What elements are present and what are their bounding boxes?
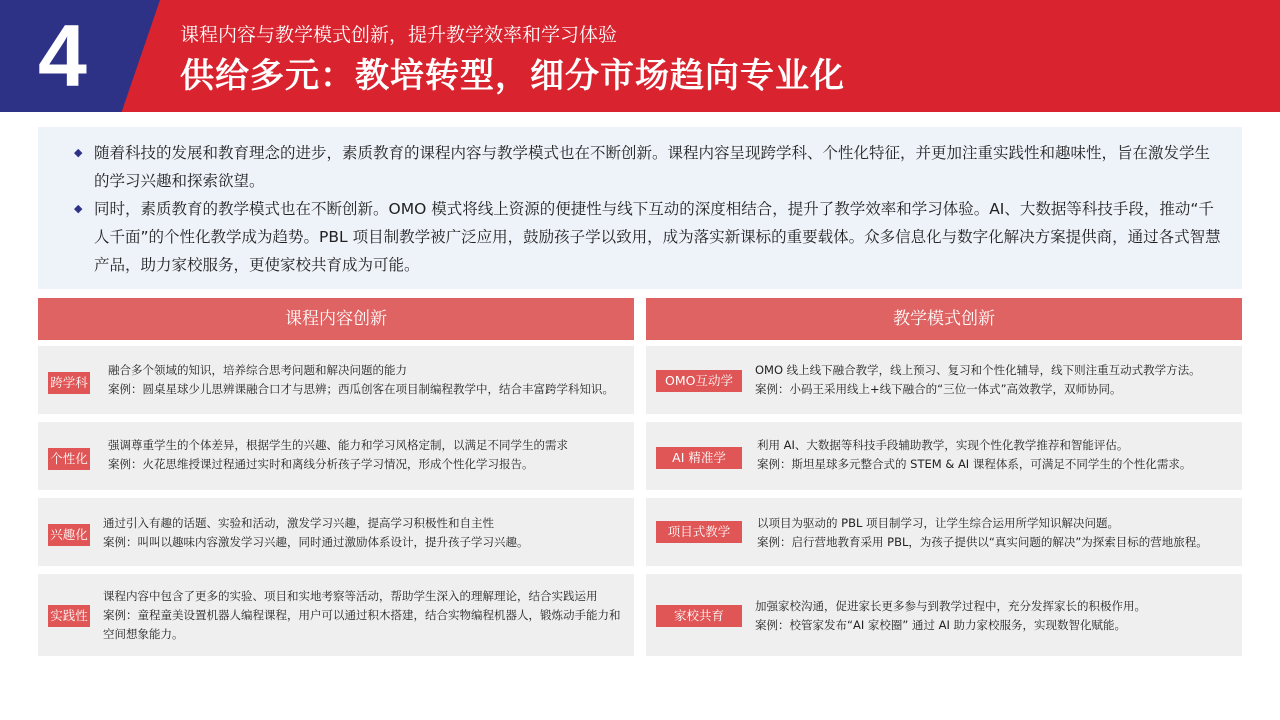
feature-text: [757, 514, 1208, 552]
feature-text: [757, 436, 1191, 474]
feature-text: [108, 361, 614, 399]
teaching-mode-column: [646, 298, 1242, 632]
feature-description: 加强家校沟通，促进家长更多参与到教学过程中，充分发挥家长的积极作用。: [755, 599, 1146, 613]
diamond-bullet-icon: ◆: [74, 202, 83, 215]
feature-case: 案例：斯坦星球多元整合式的 STEM & AI 课程体系，可满足不同学生的个性化需求。: [757, 457, 1192, 471]
feature-description: OMO 线上线下融合教学，线上预习、复习和个性化辅导，线下则注重互动式教学方法。: [755, 363, 1201, 377]
intro-panel: [38, 127, 1242, 289]
feature-description: 利用 AI、大数据等科技手段辅助教学，实现个性化教学推荐和智能评估。: [757, 438, 1129, 452]
feature-tag: 实践性: [48, 605, 90, 627]
intro-bullet-text: 同时，素质教育的教学模式也在不断创新。OMO 模式将线上资源的便捷性与线下互动的深度相结合，提升了教学效率和学习体验。AI、大数据等科技手段，推动“千人千面”的个性化教学成为趋势。PBL 项目制教学被广泛应用，鼓励孩子学以致用，成为落实新课标的重要载体。众多信息化与数字化解决方案提供商，通过各式智慧产品，助力家校服务，更使家校共育成为可能。: [94, 200, 1221, 274]
feature-description: 通过引入有趣的话题、实验和活动，激发学习兴趣，提高学习积极性和自主性: [103, 516, 494, 530]
feature-tag: OMO互动学: [656, 370, 742, 392]
intro-bullet: [74, 195, 1222, 279]
feature-tag: AI 精准学: [656, 447, 742, 469]
feature-case: 案例：童程童美设置机器人编程课程，用户可以通过积木搭建，结合实物编程机器人，锻炼动手能力和空间想象能力。: [103, 608, 621, 641]
feature-case: 案例：火花思维授课过程通过实时和离线分析孩子学习情况，形成个性化学习报告。: [108, 457, 534, 471]
diamond-bullet-icon: ◆: [74, 146, 83, 159]
feature-case: 案例：校管家发布“AI 家校圈” 通过 AI 助力家校服务，实现数智化赋能。: [755, 618, 1127, 632]
feature-case: 案例：小码王采用线上+线下融合的“三位一体式”高效教学，双师协同。: [755, 382, 1122, 396]
feature-text: [103, 587, 628, 644]
feature-case: 案例：启行营地教育采用 PBL，为孩子提供以“真实问题的解决”为探索目标的营地旅程。: [757, 535, 1208, 549]
feature-card: [646, 422, 1242, 490]
feature-card: [646, 574, 1242, 656]
feature-tag: 个性化: [48, 448, 90, 470]
feature-tag: 跨学科: [48, 372, 90, 394]
feature-tag: 家校共育: [656, 605, 742, 627]
slide-title: 供给多元：教培转型，细分市场趋向专业化: [180, 56, 845, 96]
column-heading: 课程内容创新: [38, 298, 634, 340]
feature-case: 案例：叫叫以趣味内容激发学习兴趣，同时通过激励体系设计，提升孩子学习兴趣。: [103, 535, 529, 549]
course-content-column: [38, 298, 634, 641]
feature-tag: 项目式教学: [656, 521, 742, 543]
feature-description: 以项目为驱动的 PBL 项目制学习，让学生综合运用所学知识解决问题。: [757, 516, 1120, 530]
feature-card: [38, 346, 634, 414]
feature-tag: 兴趣化: [48, 524, 90, 546]
feature-description: 强调尊重学生的个体差异，根据学生的兴趣、能力和学习风格定制，以满足不同学生的需求: [108, 438, 568, 452]
feature-text: [108, 436, 568, 474]
feature-description: 融合多个领域的知识，培养综合思考问题和解决问题的能力: [108, 363, 407, 377]
intro-bullet: [74, 139, 1222, 195]
feature-card: [38, 422, 634, 490]
slide-header: [0, 0, 1280, 112]
slide-subtitle: 课程内容与教学模式创新，提升教学效率和学习体验: [180, 24, 618, 46]
feature-text: [103, 514, 529, 552]
feature-text: [755, 361, 1201, 399]
intro-bullet-text: 随着科技的发展和教育理念的进步，素质教育的课程内容与教学模式也在不断创新。课程内容呈现跨学科、个性化特征，并更加注重实践性和趣味性，旨在激发学生的学习兴趣和探索欲望。: [94, 144, 1211, 190]
feature-text: [755, 597, 1146, 635]
feature-card: [38, 498, 634, 566]
section-number: 4: [38, 6, 87, 105]
feature-description: 课程内容中包含了更多的实验、项目和实地考察等活动，帮助学生深入的理解理论，结合实践运用: [103, 589, 598, 603]
column-heading: 教学模式创新: [646, 298, 1242, 340]
feature-card: [38, 574, 634, 656]
feature-card: [646, 346, 1242, 414]
feature-case: 案例：圆桌星球少儿思辨课融合口才与思辨；西瓜创客在项目制编程教学中，结合丰富跨学科知识。: [108, 382, 614, 396]
feature-card: [646, 498, 1242, 566]
